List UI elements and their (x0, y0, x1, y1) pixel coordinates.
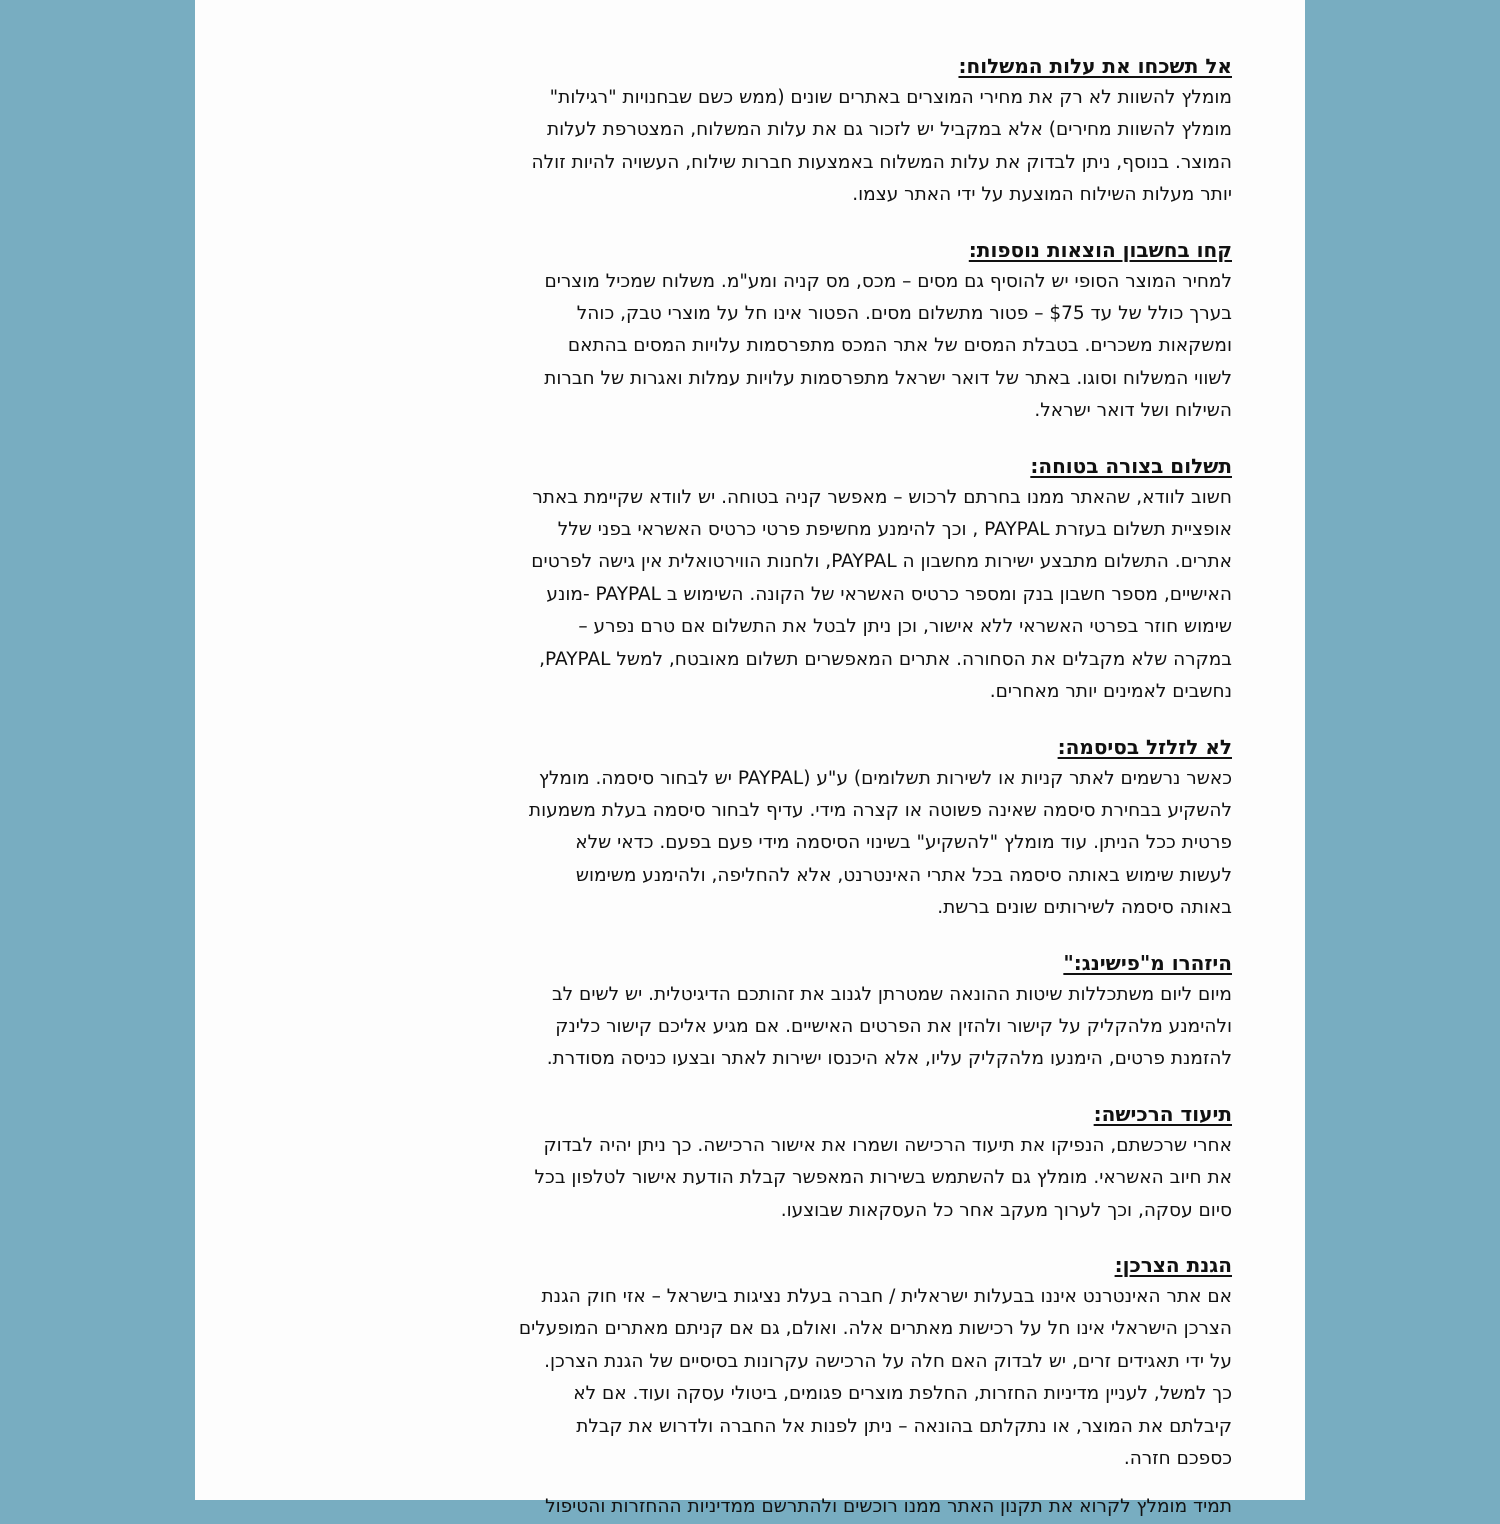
section-line: ומשקאות משכרים. בטבלת המסים של אתר המכס מתפרסמות עלויות המסים בהתאם (567, 335, 1232, 357)
section-line: אחרי שרכשתם, הנפיקו את תיעוד הרכישה ושמרו את אישור הרכישה. כך ניתן יהיה לבדוק (543, 1134, 1232, 1156)
section-line: במקרה שלא מקבלים את הסחורה. אתרים המאפשרים תשלום מאובטח, למשל PAYPAL, (539, 648, 1232, 670)
section-heading: תשלום בצורה בטוחה: (1030, 453, 1232, 478)
section-line: אתרים. התשלום מתבצע ישירות מחשבון ה PAYPAL, ולחנות הווירטואלית אין גישה לפרטים (531, 551, 1232, 573)
section-line: באותה סיסמה לשירותים שונים ברשת. (937, 897, 1232, 919)
section-consumer-protection (367, 1249, 1232, 1475)
document-body (367, 50, 1232, 1524)
section-line: האישיים, מספר חשבון בנק ומספר כרטיס האשראי של הקונה. השימוש ב PAYPAL -מונע (546, 583, 1232, 605)
section-password (367, 731, 1232, 925)
section-additional-expenses (367, 234, 1232, 428)
section-line: למחיר המוצר הסופי יש להוסיף גם מסים – מכס, מס קניה ומע"מ. משלוח שמכיל מוצרים (544, 270, 1232, 292)
section-line: פרטית ככל הניתן. עוד מומלץ "להשקיע" בשינוי הסיסמה מידי פעם בפעם. כדאי שלא (575, 832, 1232, 854)
section-line: ולהימנע מלהקליק על קישור ולהזין את הפרטים האישיים. אם מגיע אליכם קישור כלינק (555, 1015, 1232, 1037)
section-shipping-cost (367, 50, 1232, 212)
section-line: על ידי תאגידים זרים, יש לבדוק האם חלה על הרכישה עקרונות בסיסיים של הגנת הצרכן. (544, 1350, 1232, 1372)
trailing-line: תמיד מומלץ לקרוא את תקנון האתר ממנו רוכשים ולהתרשם ממדיניות ההחזרות והטיפול (545, 1496, 1232, 1518)
section-line: אם אתר האינטרנט איננו בבעלות ישראלית / חברה בעלת נציגות בישראל – אזי חוק הגנת (541, 1285, 1232, 1307)
section-line: חשוב לוודא, שהאתר ממנו בחרתם לרכוש – מאפשר קניה בטוחה. יש לוודא שקיימת באתר (532, 486, 1232, 508)
section-line: כספכם חזרה. (1123, 1448, 1232, 1469)
section-line: אופציית תשלום בעזרת PAYPAL , וכך להימנע מחשיפת פרטי כרטיס האשראי בפני שלל (557, 519, 1232, 541)
section-line: מיום ליום משתכללות שיטות ההונאה שמטרתן לגנוב את זהותכם הדיגיטלית. יש לשים לב (551, 983, 1232, 1005)
section-line: השילוח ושל דואר ישראל. (1034, 400, 1232, 422)
section-line: לשווי המשלוח וסוגו. באתר של דואר ישראל מתפרסמות עלויות עמלות ואגרות של חברות (544, 367, 1232, 389)
section-line: הצרכן הישראלי אינו חל על רכישות מאתרים אלה. ואולם, גם אם קניתם מאתרים המופעלים (518, 1318, 1232, 1340)
section-line: לעשות שימוש באותה סיסמה בכל אתרי האינטרנט, אלא להחליפה, ולהימנע משימוש (575, 864, 1232, 886)
section-purchase-record (367, 1098, 1232, 1227)
section-line: את חיוב האשראי. מומלץ גם להשתמש בשירות המאפשר קבלת הודעת אישור לטלפון בכל (534, 1167, 1232, 1189)
section-line: כאשר נרשמים לאתר קניות או לשירות תשלומים) ע"ע (PAYPAL יש לבחור סיסמה. מומלץ (538, 767, 1232, 789)
section-heading: לא לזלזל בסיסמה: (1057, 734, 1232, 759)
section-line: סיום עסקה, וכך לערוך מעקב אחר כל העסקאות שבוצעו. (780, 1199, 1232, 1221)
section-heading: קחו בחשבון הוצאות נוספות: (968, 237, 1232, 262)
section-phishing (367, 947, 1232, 1076)
section-line: שימוש חוזר בפרטי האשראי ללא אישור, וכן ניתן לבטל את התשלום אם טרם נפרע – (578, 616, 1232, 638)
section-line: כך למשל, לעניין מדיניות החזרות, החלפת מוצרים פגומים, ביטולי עסקה ועוד. אם לא (573, 1383, 1232, 1405)
section-line: המוצר. בנוסף, ניתן לבדוק את עלות המשלוח באמצעות חברות שילוח, העשויה להיות זולה (531, 151, 1232, 173)
section-secure-payment (367, 450, 1232, 709)
section-line: נחשבים לאמינים יותר מאחרים. (989, 681, 1232, 703)
section-heading: היזהרו מ"פישינג:" (1063, 950, 1232, 975)
section-line: להזמנת פרטים, הימנעו מלהקליק עליו, אלא היכנסו ישירות לאתר ובצעו כניסה מסודרת. (546, 1048, 1232, 1070)
section-heading: הגנת הצרכן: (1114, 1252, 1232, 1277)
section-line: מומלץ להשוות מחירים) אלא במקביל יש לזכור גם את עלות המשלוח, המצטרפת לעלות (546, 119, 1232, 141)
section-heading: תיעוד הרכישה: (1093, 1101, 1232, 1126)
section-line: קיבלתם את המוצר, או נתקלתם בהונאה – ניתן לפנות אל החברה ולדרוש את קבלת (576, 1415, 1232, 1437)
section-line: בערך כולל של עד $75 – פטור מתשלום מסים. הפטור אינו חל על מוצרי טבק, כוהל (576, 303, 1232, 325)
section-line: להשקיע בבחירת סיסמה שאינה פשוטה או קצרה מידי. עדיף לבחור סיסמה בעלת משמעות (528, 799, 1232, 821)
document-page (195, 0, 1305, 1518)
section-line: יותר מעלות השילוח המוצעת על ידי האתר עצמו. (852, 184, 1232, 206)
section-line: מומלץ להשוות לא רק את מחירי המוצרים באתרים שונים (ממש כשם שבחנויות "רגילות" (549, 87, 1232, 108)
section-heading: אל תשכחו את עלות המשלוח: (958, 54, 1232, 78)
